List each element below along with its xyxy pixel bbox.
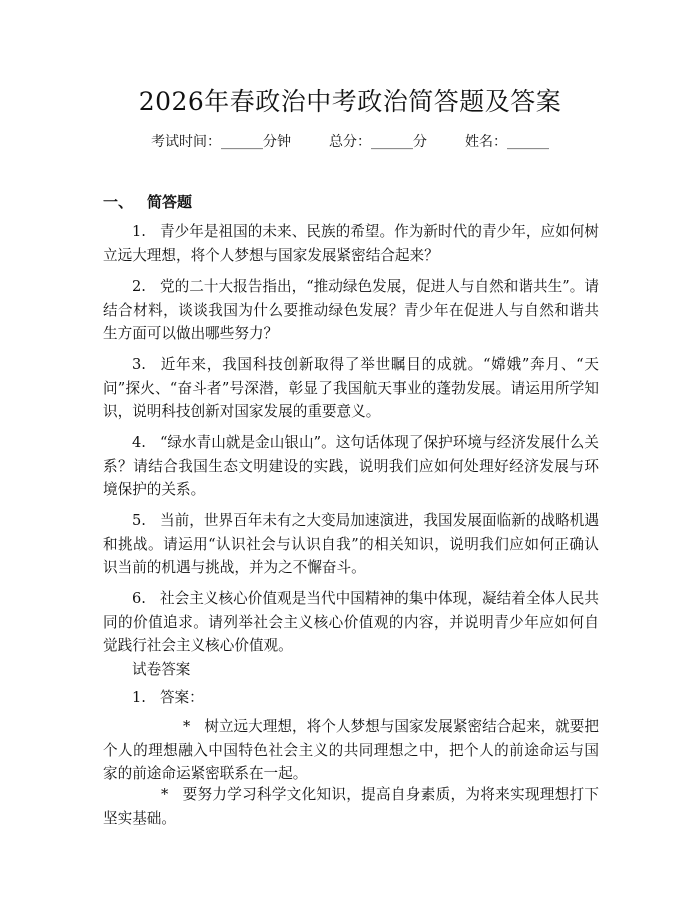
question-5: [103, 509, 599, 580]
answer-point-text: 要努力学习科学文化知识，提高自身素质，为将来实现理想打下坚实基础。: [103, 786, 599, 827]
section-heading: [103, 191, 192, 212]
question-text: 近年来，我国科技创新取得了举世瞩目的成就。“嫦娥”奔月、“天问”探火、“奋斗者”号深潜，彰显了我国航天事业的蓬勃发展。请运用所学知识，说明科技创新对国家发展的重要意义。: [103, 356, 599, 420]
document-title: 2026年春政治中考政治简答题及答案: [138, 87, 562, 116]
question-number: 2.: [132, 278, 146, 295]
answer-label: 答案：: [159, 689, 204, 706]
question-1: [103, 220, 599, 267]
answers-heading: 试卷答案: [132, 661, 191, 678]
question-number: 3.: [132, 356, 146, 373]
question-4: [103, 431, 599, 502]
bullet-marker: *: [183, 718, 191, 735]
answer-point-text: 树立远大理想，将个人梦想与国家发展紧密结合起来，就要把个人的理想融入中国特色社会主义的共同理想之中，把个人的前途命运与国家的前途命运紧密联系在一起。: [103, 718, 599, 782]
question-text: 党的二十大报告指出，“推动绿色发展，促进人与自然和谐共生”。请结合材料，谈谈我国为什么要推动绿色发展？青少年在促进人与自然和谐共生方面可以做出哪些努力？: [103, 278, 599, 342]
question-number: 1.: [132, 223, 146, 240]
answer-1-label: [132, 686, 204, 707]
question-2: [103, 275, 599, 346]
question-text: 当前，世界百年未有之大变局加速演进，我国发展面临新的战略机遇和挑战。请运用“认识社会与认识自我”的相关知识，说明我们应如何正确认识当前的机遇与挑战，并为之不懈奋斗。: [103, 512, 599, 576]
exam-score: 总分：______分: [329, 134, 427, 150]
answer-point-2: [103, 783, 599, 830]
question-6: [103, 587, 599, 658]
question-3: [103, 353, 599, 424]
question-number: 4.: [132, 434, 146, 451]
question-number: 5.: [132, 512, 146, 529]
exam-time: 考试时间：______分钟: [151, 134, 291, 150]
exam-meta: [0, 131, 700, 151]
question-text: “绿水青山就是金山银山”。这句话体现了保护环境与经济发展什么关系？请结合我国生态文明建设的实践，说明我们应如何处理好经济发展与环境保护的关系。: [103, 434, 599, 498]
question-text: 青少年是祖国的未来、民族的希望。作为新时代的青少年，应如何树立远大理想，将个人梦想与国家发展紧密结合起来？: [103, 223, 599, 264]
section-number: 一、: [103, 193, 134, 211]
bullet-marker: *: [161, 786, 169, 803]
question-text: 社会主义核心价值观是当代中国精神的集中体现，凝结着全体人民共同的价值追求。请列举社会主义核心价值观的内容，并说明青少年应如何自觉践行社会主义核心价值观。: [103, 590, 599, 654]
section-title: 简答题: [147, 193, 193, 211]
question-number: 6.: [132, 590, 146, 607]
answer-point-1: [103, 715, 599, 786]
answer-number: 1.: [132, 689, 146, 706]
student-name: 姓名：______: [465, 134, 549, 150]
